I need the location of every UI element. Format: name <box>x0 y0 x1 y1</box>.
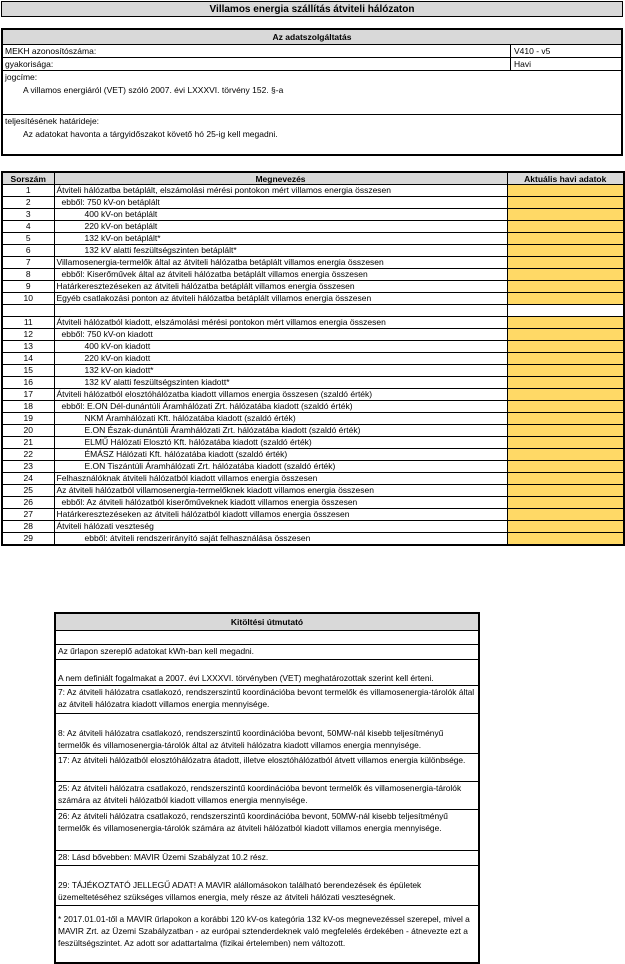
form-title: Villamos energia szállítás átviteli hálózaton <box>1 1 623 17</box>
row-name: Felhasználóknak átviteli hálózatból kiadott villamos energia összesen <box>54 473 507 485</box>
provider-header: Az adatszolgáltatás <box>3 30 621 45</box>
data-table <box>1 171 625 546</box>
row-number: 20 <box>2 425 54 437</box>
col-header-name: Megnevezés <box>54 172 507 185</box>
table-row <box>2 533 624 546</box>
monthly-value-input[interactable] <box>507 293 624 305</box>
legal-basis-block <box>3 71 621 115</box>
row-name: Átviteli hálózati veszteség <box>54 521 507 533</box>
table-row <box>2 209 624 221</box>
monthly-value-input[interactable] <box>507 497 624 509</box>
row-name: NKM Áramhálózati Kft. hálózatába kiadott (szaldó érték) <box>54 413 507 425</box>
monthly-value-input[interactable] <box>507 473 624 485</box>
monthly-value-input[interactable] <box>507 233 624 245</box>
table-row <box>2 245 624 257</box>
row-number: 23 <box>2 461 54 473</box>
deadline-label: teljesítésének határideje: <box>5 116 100 126</box>
table-row <box>2 197 624 209</box>
table-row <box>2 293 624 305</box>
monthly-value-input[interactable] <box>507 353 624 365</box>
row-number: 2 <box>2 197 54 209</box>
monthly-value-input[interactable] <box>507 413 624 425</box>
table-row <box>2 377 624 389</box>
instructions-header: Kitöltési útmutató <box>56 614 478 631</box>
monthly-value-input[interactable] <box>507 245 624 257</box>
table-row <box>2 269 624 281</box>
table-row <box>2 521 624 533</box>
row-number: 16 <box>2 377 54 389</box>
frequency-label: gyakorisága: <box>3 58 511 70</box>
instruction-item: 8: Az átviteli hálózatra csatlakozó, rendszerszintű koordinációba bevont, 50MW-nál kisebb teljesítményű termelők és villamosenergia-tárolók által az átviteli hálózatra kiadott villamos energia mennyisége. <box>56 714 478 754</box>
row-number: 29 <box>2 533 54 546</box>
row-number: 26 <box>2 497 54 509</box>
row-name: 400 kV-on betáplált <box>54 209 507 221</box>
monthly-value-input[interactable] <box>507 221 624 233</box>
monthly-value-input[interactable] <box>507 485 624 497</box>
row-number: 28 <box>2 521 54 533</box>
row-name: Átviteli hálózatból elosztóhálózatba kiadott villamos energia összesen (szaldó érték) <box>54 389 507 401</box>
monthly-value-input[interactable] <box>507 305 624 317</box>
row-name: 132 kV alatti feszültségszinten kiadott* <box>54 377 507 389</box>
table-row <box>2 317 624 329</box>
monthly-value-input[interactable] <box>507 425 624 437</box>
instruction-item: 29: TÁJÉKOZTATÓ JELLEGŰ ADAT! A MAVIR alállomásokon található berendezések és épületek üzemeltetéséhez szükséges villamos energia, mely része az átviteli hálózati veszteségnek. <box>56 866 478 906</box>
monthly-value-input[interactable] <box>507 257 624 269</box>
table-row <box>2 437 624 449</box>
monthly-value-input[interactable] <box>507 365 624 377</box>
row-number: 19 <box>2 413 54 425</box>
monthly-value-input[interactable] <box>507 341 624 353</box>
instruction-item: 25: Az átviteli hálózatra csatlakozó, rendszerszintű koordinációba bevont termelők és villamosenergia-tárolók számára az átviteli hálózatból kiadott villamos energia mennyisége. <box>56 782 478 810</box>
deadline-block <box>3 115 621 141</box>
row-number: 14 <box>2 353 54 365</box>
row-name: Határkeresztezéseken az átviteli hálózatból kiadott villamos energia összesen <box>54 509 507 521</box>
row-name: E.ON Tiszántúli Áramhálózati Zrt. hálózatába kiadott (szaldó érték) <box>54 461 507 473</box>
table-row <box>2 221 624 233</box>
table-row <box>2 329 624 341</box>
table-row <box>2 485 624 497</box>
table-row <box>2 509 624 521</box>
row-name: Egyéb csatlakozási ponton az átviteli hálózatba betáplált villamos energia összesen <box>54 293 507 305</box>
frequency-value: Havi <box>514 59 532 69</box>
row-number: 27 <box>2 509 54 521</box>
row-name: E.ON Észak-dunántúli Áramhálózati Zrt. hálózatába kiadott (szaldó érték) <box>54 425 507 437</box>
row-name: ELMŰ Hálózati Elosztó Kft. hálózatába kiadott (szaldó érték) <box>54 437 507 449</box>
row-number: 5 <box>2 233 54 245</box>
provider-section <box>1 28 623 156</box>
monthly-value-input[interactable] <box>507 269 624 281</box>
table-row <box>2 305 624 317</box>
row-number: 11 <box>2 317 54 329</box>
row-number: 6 <box>2 245 54 257</box>
instruction-item: 7: Az átviteli hálózatra csatlakozó, rendszerszintű koordinációba bevont termelők és villamosenergia-tárolók által az átviteli hálózatra kiadott villamos energia mennyisége. <box>56 686 478 714</box>
row-number: 24 <box>2 473 54 485</box>
table-row <box>2 401 624 413</box>
row-number: 1 <box>2 185 54 197</box>
row-name: 132 kV-on kiadott* <box>54 365 507 377</box>
row-name: Átviteli hálózatból kiadott, elszámolási mérési pontokon mért villamos energia összesen <box>54 317 507 329</box>
monthly-value-input[interactable] <box>507 329 624 341</box>
monthly-value-input[interactable] <box>507 449 624 461</box>
table-row <box>2 341 624 353</box>
row-name: Villamosenergia-termelők által az átviteli hálózatba betáplált villamos energia összesen <box>54 257 507 269</box>
instruction-item: Az űrlapon szereplő adatokat kWh-ban kell megadni. <box>56 645 478 660</box>
row-name: 220 kV-on betáplált <box>54 221 507 233</box>
table-row <box>2 425 624 437</box>
row-name: ebből: átviteli rendszerirányító saját felhasználása összesen <box>54 533 507 546</box>
table-row <box>2 353 624 365</box>
row-number: 15 <box>2 365 54 377</box>
instruction-item: 28: Lásd bővebben: MAVIR Üzemi Szabályzat 10.2 rész. <box>56 851 478 866</box>
row-number: 8 <box>2 269 54 281</box>
table-header-row <box>2 172 624 185</box>
row-name: 220 kV-on kiadott <box>54 353 507 365</box>
monthly-value-input[interactable] <box>507 437 624 449</box>
row-number: 21 <box>2 437 54 449</box>
table-row <box>2 185 624 197</box>
row-number <box>2 305 54 317</box>
id-label: MEKH azonosítószáma: <box>3 45 511 57</box>
legal-label: jogcíme: <box>5 72 38 82</box>
monthly-value-input[interactable] <box>507 281 624 293</box>
row-name <box>54 305 507 317</box>
row-number: 7 <box>2 257 54 269</box>
row-number: 12 <box>2 329 54 341</box>
row-number: 13 <box>2 341 54 353</box>
instruction-item: * 2017.01.01-től a MAVIR űrlapokon a korábbi 120 kV-os kategória 132 kV-os megnevezéssel szerepel, mivel a MAVIR Zrt. az Üzemi Szabályzatban - az európai sztenderdeknek való megfelelés érdekében - átnevezte ezt a feszültségszintet. Az adott sor adattartalma (fizikai értelemben) nem változott. <box>58 914 470 948</box>
row-name: Az átviteli hálózatból villamosenergia-termelőknek kiadott villamos energia összesen <box>54 485 507 497</box>
instruction-item <box>56 631 478 645</box>
row-name: ÉMÁSZ Hálózati Kft. hálózatába kiadott (szaldó érték) <box>54 449 507 461</box>
row-number: 18 <box>2 401 54 413</box>
row-name: ebből: Kiserőművek által az átviteli hálózatba betáplált villamos energia összesen <box>54 269 507 281</box>
table-row <box>2 497 624 509</box>
row-number: 17 <box>2 389 54 401</box>
monthly-value-input[interactable] <box>507 185 624 197</box>
monthly-value-input[interactable] <box>507 209 624 221</box>
legal-text: A villamos energiáról (VET) szóló 2007. évi LXXXVI. törvény 152. §-a <box>23 85 284 95</box>
row-name: ebből: 750 kV-on kiadott <box>54 329 507 341</box>
row-name: 400 kV-on kiadott <box>54 341 507 353</box>
row-number: 9 <box>2 281 54 293</box>
instruction-item: A nem definiált fogalmakat a 2007. évi LXXXVI. törvényben (VET) meghatározottak szerint kell érteni. <box>56 660 478 686</box>
instruction-item: 26: Az átviteli hálózatra csatlakozó, rendszerszintű koordinációba bevont, 50MW-nál kisebb teljesítményű termelők és villamosenergia-tárolók számára az átviteli hálózatból kiadott villamos energia mennyisége. <box>56 810 478 851</box>
table-row <box>2 389 624 401</box>
col-header-number: Sorszám <box>2 172 54 185</box>
row-number: 3 <box>2 209 54 221</box>
instructions-box <box>54 612 480 964</box>
row-name: ebből: Az átviteli hálózatból kiserőműveknek kiadott villamos energia összesen <box>54 497 507 509</box>
table-row <box>2 233 624 245</box>
monthly-value-input[interactable] <box>507 317 624 329</box>
row-name: ebből: 750 kV-on betáplált <box>54 197 507 209</box>
deadline-text: Az adatokat havonta a tárgyidőszakot követő hó 25-ig kell megadni. <box>23 129 278 139</box>
row-name: Átviteli hálózatba betáplált, elszámolási mérési pontokon mért villamos energia összesen <box>54 185 507 197</box>
monthly-value-input[interactable] <box>507 197 624 209</box>
provider-row-frequency <box>3 58 621 71</box>
table-row <box>2 257 624 269</box>
id-value: V410 - v5 <box>514 46 551 56</box>
provider-row-id <box>3 45 621 58</box>
col-header-monthly: Aktuális havi adatok <box>507 172 624 185</box>
instruction-item: 17: Az átviteli hálózatból elosztóhálózatra átadott, illetve elosztóhálózatból átvett villamos energia különbsége. <box>56 754 478 782</box>
table-row <box>2 365 624 377</box>
table-row <box>2 449 624 461</box>
row-number: 4 <box>2 221 54 233</box>
table-row <box>2 413 624 425</box>
monthly-value-input[interactable] <box>507 377 624 389</box>
monthly-value-input[interactable] <box>507 533 624 546</box>
monthly-value-input[interactable] <box>507 521 624 533</box>
row-name: 132 kV alatti feszültségszinten betáplált* <box>54 245 507 257</box>
row-number: 10 <box>2 293 54 305</box>
monthly-value-input[interactable] <box>507 461 624 473</box>
monthly-value-input[interactable] <box>507 401 624 413</box>
row-name: 132 kV-on betáplált* <box>54 233 507 245</box>
table-row <box>2 281 624 293</box>
monthly-value-input[interactable] <box>507 509 624 521</box>
row-number: 25 <box>2 485 54 497</box>
row-name: ebből: E.ON Dél-dunántúli Áramhálózati Zrt. hálózatába kiadott (szaldó érték) <box>54 401 507 413</box>
row-name: Határkeresztezéseken az átviteli hálózatba betáplált villamos energia összesen <box>54 281 507 293</box>
table-row <box>2 461 624 473</box>
row-number: 22 <box>2 449 54 461</box>
monthly-value-input[interactable] <box>507 389 624 401</box>
table-row <box>2 473 624 485</box>
